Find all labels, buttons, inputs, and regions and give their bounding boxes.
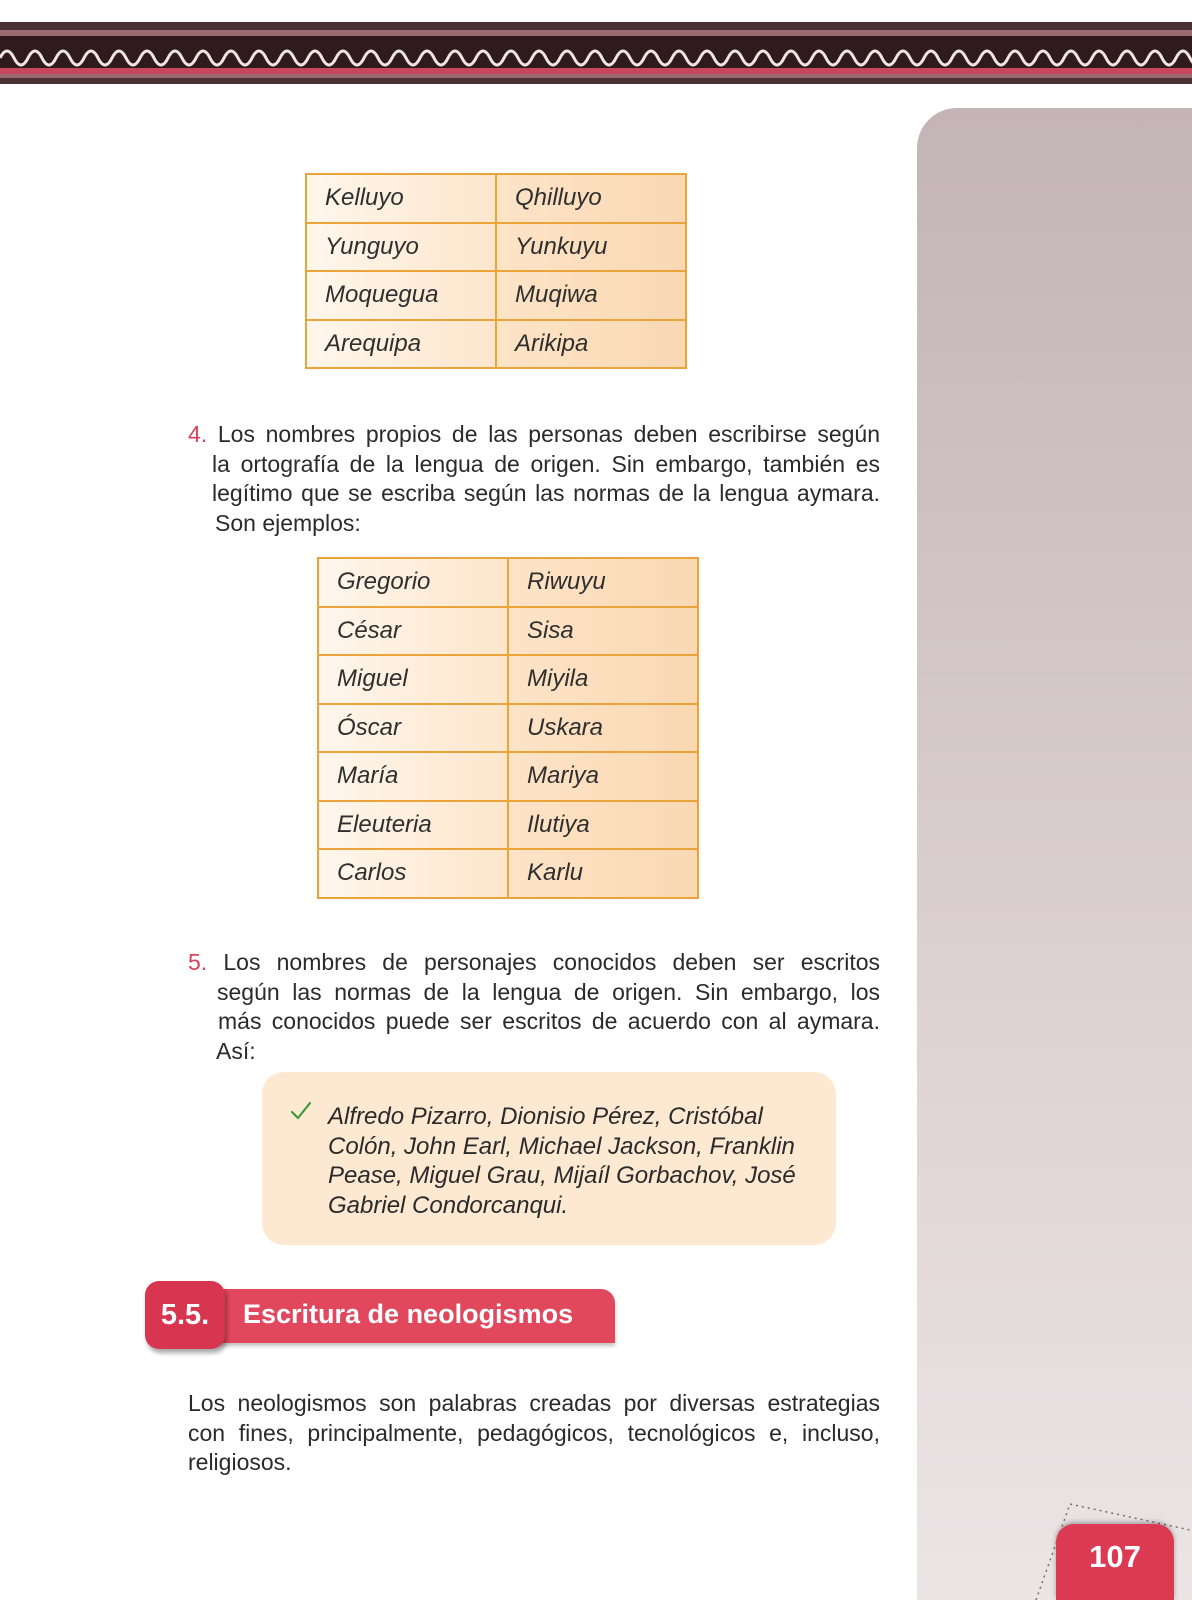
rule-item-5 [188,948,880,1066]
paragraph-line: Son ejemplos: [215,509,361,536]
example-names-box [262,1072,836,1245]
paragraph-line: Los neologismos son palabras creadas por diversas estrategias [188,1390,880,1416]
side-margin-panel [917,108,1192,1600]
section-title: Escritura de neologismos [243,1299,574,1329]
table-cell-aymara: Yunkuyu [496,223,686,272]
page-number: 107 [1056,1524,1174,1600]
table-row [306,174,686,223]
table-cell-aymara: Miyila [508,655,698,704]
table-row [318,607,698,656]
paragraph-line: la ortografía de la lengua de origen. Sin embargo, también es [212,450,880,477]
table-cell-aymara: Karlu [508,849,698,898]
paragraph-line: Así: [216,1037,256,1064]
item-number: 4. [188,421,208,447]
paragraph-line: con fines, principalmente, pedagógicos, tecnológicos e, incluso, [188,1419,880,1446]
paragraph-line [188,420,880,450]
table-row [318,752,698,801]
example-names-text: Alfredo Pizarro, Dionisio Pérez, Cristóbal Colón, John Earl, Michael Jackson, Franklin Pease, Miguel Grau, Mijaíl Gorbachov, José Gabriel Condorcanqui. [328,1103,796,1219]
neologisms-intro-paragraph [188,1389,880,1478]
table-cell-aymara: Arikipa [496,320,686,369]
table-cell-aymara: Ilutiya [508,801,698,850]
table-cell-spanish: Yunguyo [306,223,496,272]
table-row [318,849,698,898]
section-title-bar [215,1289,615,1343]
personal-names-table [317,557,699,899]
decorative-header-band [0,22,1192,84]
table-row [318,704,698,753]
table-cell-spanish: César [318,607,508,656]
table-cell-spanish: Miguel [318,655,508,704]
table-cell-aymara: Uskara [508,704,698,753]
table-row [306,223,686,272]
table-cell-aymara: Muqiwa [496,271,686,320]
item-number: 5. [188,949,208,975]
table-row [318,801,698,850]
table-cell-spanish: Eleuteria [318,801,508,850]
line-text: Los nombres de personajes conocidos deben ser escritos [223,949,881,975]
table-cell-spanish: Kelluyo [306,174,496,223]
table-row [318,558,698,607]
paragraph-line: religiosos. [188,1449,292,1476]
check-icon [290,1100,312,1122]
table-cell-spanish: Carlos [318,849,508,898]
paragraph-line: según las normas de la lengua de origen. Sin embargo, los [217,978,880,1005]
section-heading [145,1281,615,1351]
table-cell-aymara: Qhilluyo [496,174,686,223]
paragraph-line: legítimo que se escriba según las normas de la lengua aymara. [212,480,880,507]
table-cell-spanish: Arequipa [306,320,496,369]
table-row [306,320,686,369]
rule-item-4 [188,420,880,538]
table-cell-spanish: Óscar [318,704,508,753]
paragraph-line [188,948,880,978]
table-cell-aymara: Mariya [508,752,698,801]
table-cell-spanish: Gregorio [318,558,508,607]
line-text: Los nombres propios de las personas deben escribirse según [217,421,880,447]
table-row [306,271,686,320]
table-cell-aymara: Riwuyu [508,558,698,607]
place-names-table [305,173,687,369]
table-cell-aymara: Sisa [508,607,698,656]
paragraph-line: más conocidos puede ser escritos de acuerdo con al aymara. [218,1008,880,1035]
section-number-badge: 5.5. [145,1281,225,1349]
table-cell-spanish: María [318,752,508,801]
table-cell-spanish: Moquegua [306,271,496,320]
table-row [318,655,698,704]
